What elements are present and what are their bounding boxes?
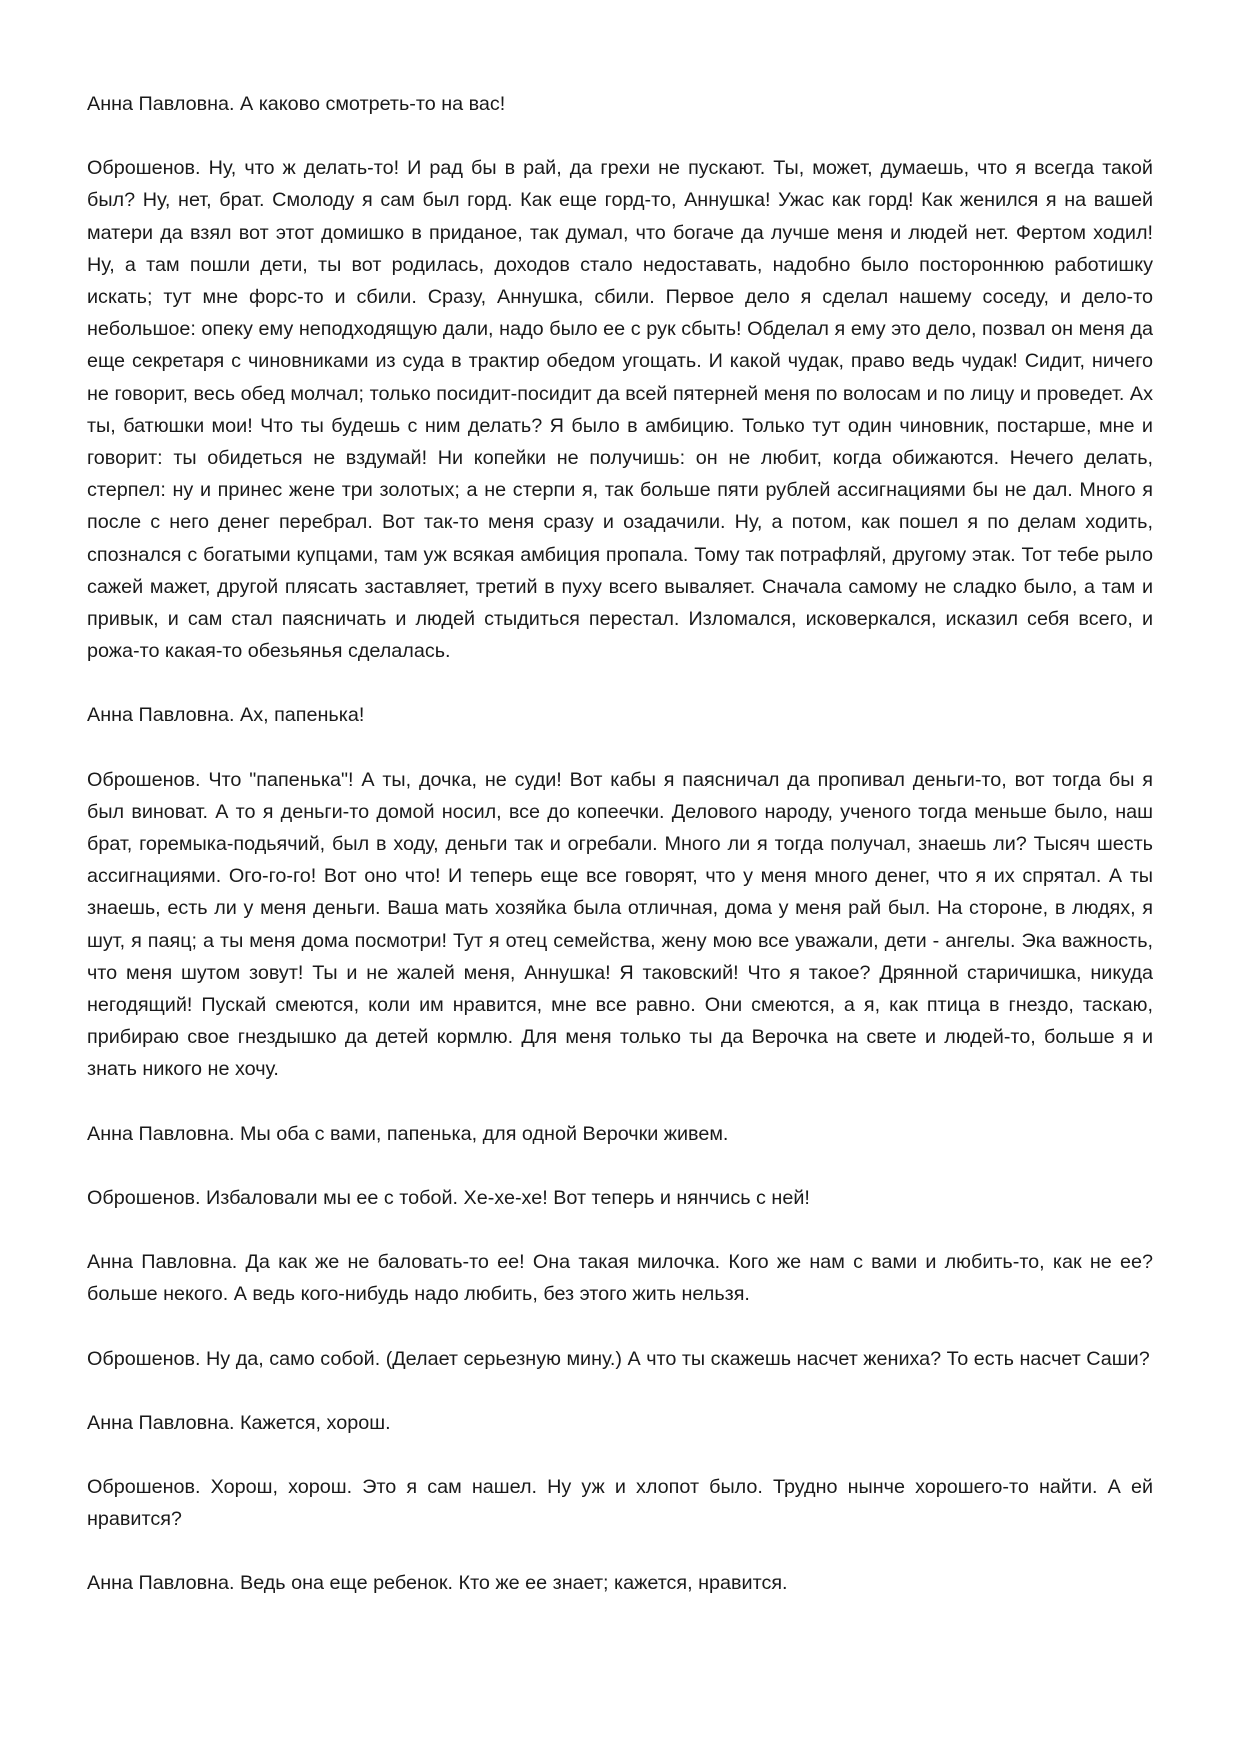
dialogue-paragraph: Анна Павловна. Да как же не баловать-то ее! Она такая милочка. Кого же нам с вами и любить-то, как не ее? больше некого. А ведь кого-нибудь надо любить, без этого жить нельзя. xyxy=(87,1251,1153,1306)
dialogue-paragraph: Оброшенов. Ну да, само собой. (Делает серьезную мину.) А что ты скажешь насчет жениха? То есть насчет Саши? xyxy=(87,1347,1150,1370)
dialogue-paragraph: Оброшенов. Что "папенька"! А ты, дочка, не суди! Вот кабы я паясничал да пропивал деньги-то, вот тогда бы я был виноват. А то я деньги-то домой носил, все до копеечки. Делового народу, ученого тогда меньше было, наш брат, горемыка-подьячий, был в ходу, деньги так и огребали. Много ли я тогда получал, знаешь ли? Тысяч шесть ассигнациями. Ого-го-го! Вот оно что! И теперь еще все говорят, что у меня много денег, что я их спрятал. А ты знаешь, есть ли у меня деньги. Ваша мать хозяйка была отличная, дома у меня рай был. На стороне, в людях, я шут, я паяц; а ты меня дома посмотри! Тут я отец семейства, жену мою все уважали, дети - ангелы. Эка важность, что меня шутом зовут! Ты и не жалей меня, Аннушка! Я таковский! Что я такое? Дрянной старичишка, никуда негодящий! Пускай смеются, коли им нравится, мне все равно. Они смеются, а я, как птица в гнездо, таскаю, прибираю свое гнездышко да детей кормлю. Для меня только ты да Верочка на свете и людей-то, больше я и знать никого не хочу. xyxy=(87,768,1153,1081)
dialogue-paragraph: Анна Павловна. А каково смотреть-то на вас! xyxy=(87,93,506,115)
dialogue-paragraph: Анна Павловна. Ах, папенька! xyxy=(87,704,365,727)
dialogue-paragraph: Анна Павловна. Ведь она еще ребенок. Кто же ее знает; кажется, нравится. xyxy=(87,1572,788,1595)
dialogue-paragraph: Оброшенов. Избаловали мы ее с тобой. Хе-хе-хе! Вот теперь и нянчись с ней! xyxy=(87,1186,810,1209)
dialogue-paragraph: Оброшенов. Ну, что ж делать-то! И рад бы в рай, да грехи не пускают. Ты, может, думаешь, что я всегда такой был? Ну, нет, брат. Смолоду я сам был горд. Как еще горд-то, Аннушка! Ужас как горд! Как женился я на вашей матери да взял вот этот домишко в приданое, так думал, что богаче да лучше меня и людей нет. Фертом ходил! Ну, а там пошли дети, ты вот родилась, доходов стало недоставать, надобно было постороннюю работишку искать; тут мне форс-то и сбили. Сразу, Аннушка, сбили. Первое дело я сделал нашему соседу, и дело-то небольшое: опеку ему неподходящую дали, надо было ее с рук сбыть! Обделал я ему это дело, позвал он меня да еще секретаря с чиновниками из суда в трактир обедом угощать. И какой чудак, право ведь чудак! Сидит, ничего не говорит, весь обед молчал; только посидит-посидит да всей пятерней меня по волосам и по лицу и проведет. Ах ты, батюшки мои! Что ты будешь с ним делать? Я было в амбицию. Только тут один чиновник, постарше, мне и говорит: ты обидеться не вздумай! Ни копейки не получишь: он не любит, когда обижаются. Нечего делать, стерпел: ну и принес жене три золотых; а не стерпи я, так больше пяти рублей ассигнациями бы не дал. Много я после с него денег перебрал. Вот так-то меня сразу и озадачили. Ну, а потом, как пошел я по делам ходить, спознался с богатыми купцами, там уж всякая амбиция пропала. Тому так потрафляй, другому этак. Тот тебе рыло сажей мажет, другой плясать заставляет, третий в пуху всего вываляет. Сначала самому не сладко было, а там и привык, и сам стал паясничать и людей стыдиться перестал. Изломался, исковеркался, исказил себя всего, и рожа-то какая-то обезьянья сделалась. xyxy=(87,157,1153,663)
dialogue-paragraph: Анна Павловна. Кажется, хорош. xyxy=(87,1411,391,1434)
document-page xyxy=(87,88,1153,1632)
dialogue-paragraph: Анна Павловна. Мы оба с вами, папенька, для одной Верочки живем. xyxy=(87,1122,729,1145)
dialogue-paragraph: Оброшенов. Хорош, хорош. Это я сам нашел. Ну уж и хлопот было. Трудно нынче хорошего-то найти. А ей нравится? xyxy=(87,1475,1153,1531)
